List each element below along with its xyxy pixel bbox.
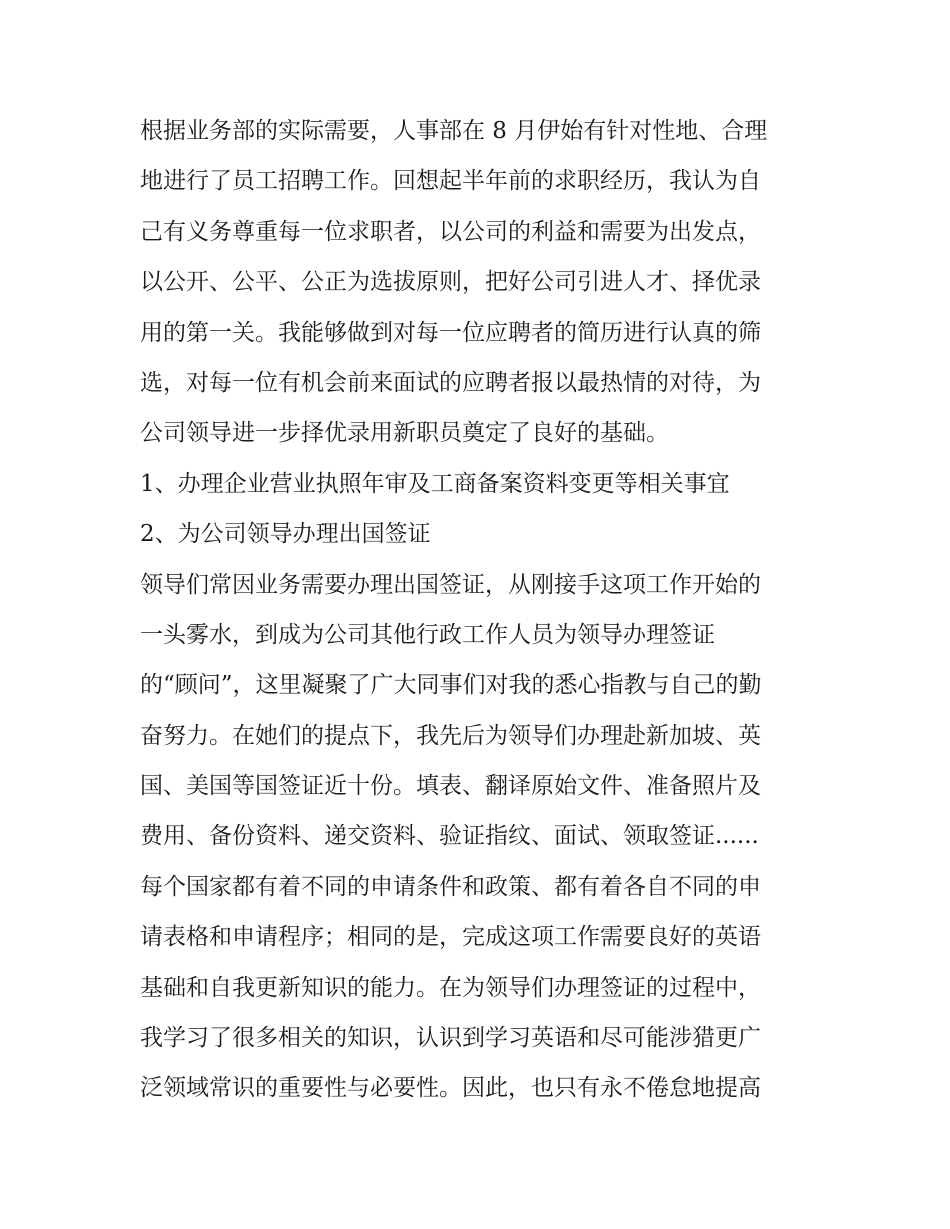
text-line: 费用、备份资料、递交资料、验证指纹、面试、领取签证...... (140, 823, 759, 850)
text-line: 公司领导进一步择优录用新职员奠定了良好的基础。 (140, 420, 669, 447)
document-body (140, 106, 820, 1114)
text-line: 奋努力。在她们的提点下，我先后为领导们办理赴新加坡、英 (140, 722, 761, 749)
text-line: 基础和自我更新知识的能力。在为领导们办理签证的过程中， (140, 974, 761, 1001)
text-line: 泛领域常识的重要性与必要性。因此，也只有永不倦怠地提高 (140, 1075, 761, 1102)
text-line: 每个国家都有着不同的申请条件和政策、都有着各自不同的申 (140, 873, 761, 900)
text-line: 我学习了很多相关的知识，认识到学习英语和尽可能涉猎更广 (140, 1025, 761, 1052)
text-line: 领导们常因业务需要办理出国签证，从刚接手这项工作开始的 (140, 571, 761, 598)
text-line: 己有义务尊重每一位求职者，以公司的利益和需要为出发点， (140, 218, 761, 245)
text-line: 用的第一关。我能够做到对每一位应聘者的简历进行认真的筛 (140, 319, 761, 346)
text-line: 请表格和申请程序；相同的是，完成这项工作需要良好的英语 (140, 924, 761, 951)
list-item-1: 1、办理企业营业执照年审及工商备案资料变更等相关事宜 (140, 470, 730, 497)
text-line: 选，对每一位有机会前来面试的应聘者报以最热情的对待，为 (140, 369, 761, 396)
text-line: 以公开、公平、公正为选拔原则，把好公司引进人才、择优录 (140, 269, 761, 296)
list-item-2: 2、为公司领导办理出国签证 (140, 521, 431, 548)
text-line: 国、美国等国签证近十份。填表、翻译原始文件、准备照片及 (140, 773, 761, 800)
text-line: 地进行了员工招聘工作。回想起半年前的求职经历，我认为自 (140, 168, 761, 195)
text-line: 一头雾水，到成为公司其他行政工作人员为领导办理签证 (140, 621, 715, 648)
text-line: 的“顾问”，这里凝聚了广大同事们对我的悉心指教与自己的勤 (140, 672, 762, 699)
text-line: 根据业务部的实际需要，人事部在 8 月伊始有针对性地、合理 (140, 118, 768, 144)
